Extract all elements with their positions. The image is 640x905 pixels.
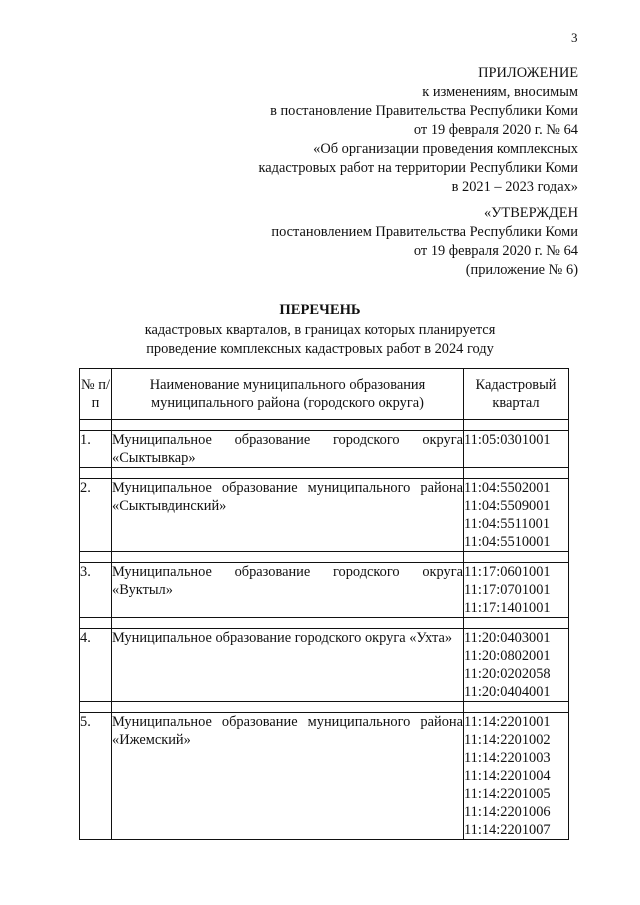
approval-line: постановлением Правительства Республики Коми xyxy=(271,224,578,240)
separator-cell xyxy=(80,420,112,431)
separator-cell xyxy=(80,552,112,563)
municipality-name: Муниципальное образование городского округа «Ухта» xyxy=(112,629,464,702)
cadastral-code: 11:14:2201006 xyxy=(464,804,551,820)
separator-cell xyxy=(112,552,464,563)
cadastral-quarters-table xyxy=(79,368,569,840)
appendix-line: ПРИЛОЖЕНИЕ xyxy=(478,65,578,81)
header-cadastral-quarter: Кадастровый квартал xyxy=(464,369,569,420)
approval-stamp-text xyxy=(271,204,578,280)
subtitle-line: проведение комплексных кадастровых работ в 2024 году xyxy=(146,341,494,357)
appendix-line: от 19 февраля 2020 г. № 64 xyxy=(413,122,578,138)
row-separator xyxy=(80,552,569,563)
cadastral-code: 11:17:1401001 xyxy=(464,600,551,616)
row-separator xyxy=(80,420,569,431)
appendix-line: «Об организации проведения комплексных xyxy=(313,141,578,157)
separator-cell xyxy=(80,618,112,629)
cadastral-code: 11:14:2201003 xyxy=(464,750,551,766)
municipality-name: Муниципальное образование муниципального района «Ижемский» xyxy=(112,713,464,840)
appendix-line: кадастровых работ на территории Республики Коми xyxy=(258,160,578,176)
cadastral-code: 11:14:2201004 xyxy=(464,768,551,784)
table-header-row xyxy=(80,369,569,420)
cadastral-codes xyxy=(464,563,569,618)
document-subtitle xyxy=(0,321,640,359)
municipality-name: Муниципальное образование муниципального района «Сыктывдинский» xyxy=(112,479,464,552)
cadastral-code: 11:17:0701001 xyxy=(464,582,551,598)
row-number: 2. xyxy=(80,479,112,552)
separator-cell xyxy=(112,702,464,713)
appendix-line: в 2021 – 2023 годах» xyxy=(451,179,578,195)
separator-cell xyxy=(464,468,569,479)
separator-cell xyxy=(112,420,464,431)
cadastral-codes xyxy=(464,629,569,702)
appendix-line: в постановление Правительства Республики Коми xyxy=(270,103,578,119)
cadastral-codes xyxy=(464,713,569,840)
separator-cell xyxy=(80,468,112,479)
approval-line: от 19 февраля 2020 г. № 64 xyxy=(413,243,578,259)
approval-line: (приложение № 6) xyxy=(465,262,578,278)
table-body xyxy=(80,420,569,840)
table-row xyxy=(80,629,569,702)
row-separator xyxy=(80,702,569,713)
separator-cell xyxy=(464,420,569,431)
cadastral-code: 11:17:0601001 xyxy=(464,564,551,580)
table-row xyxy=(80,431,569,468)
separator-cell xyxy=(112,618,464,629)
cadastral-code: 11:04:5502001 xyxy=(464,480,551,496)
separator-cell xyxy=(464,618,569,629)
subtitle-line: кадастровых кварталов, в границах которых планируется xyxy=(144,322,496,338)
cadastral-code: 11:04:5511001 xyxy=(464,516,551,532)
cadastral-code: 11:04:5510001 xyxy=(464,534,551,550)
cadastral-code: 11:20:0403001 xyxy=(464,630,551,646)
separator-cell xyxy=(112,468,464,479)
cadastral-code: 11:14:2201002 xyxy=(464,732,551,748)
header-number: № п/п xyxy=(80,369,112,420)
separator-cell xyxy=(464,552,569,563)
row-separator xyxy=(80,468,569,479)
row-separator xyxy=(80,618,569,629)
appendix-header xyxy=(258,64,578,197)
cadastral-codes xyxy=(464,431,569,468)
row-number: 4. xyxy=(80,629,112,702)
separator-cell xyxy=(80,702,112,713)
page-number: 3 xyxy=(571,30,578,45)
table-row xyxy=(80,713,569,840)
cadastral-code: 11:14:2201001 xyxy=(464,714,551,730)
row-number: 3. xyxy=(80,563,112,618)
cadastral-code: 11:14:2201005 xyxy=(464,786,551,802)
cadastral-code: 11:20:0802001 xyxy=(464,648,551,664)
cadastral-codes xyxy=(464,479,569,552)
table-row xyxy=(80,479,569,552)
document-title: ПЕРЕЧЕНЬ xyxy=(279,302,361,318)
header-municipality: Наименование муниципального образования муниципального района (городского округа) xyxy=(112,369,464,420)
table-row xyxy=(80,563,569,618)
cadastral-code: 11:05:0301001 xyxy=(464,432,551,448)
municipality-name: Муниципальное образование городского округа «Сыктывкар» xyxy=(112,432,463,466)
cadastral-code: 11:20:0202058 xyxy=(464,666,551,682)
cadastral-code: 11:20:0404001 xyxy=(464,684,551,700)
appendix-line: к изменениям, вносимым xyxy=(422,84,578,100)
cadastral-code: 11:04:5509001 xyxy=(464,498,551,514)
row-number: 1. xyxy=(80,431,112,468)
approval-line: «УТВЕРЖДЕН xyxy=(484,205,578,221)
row-number: 5. xyxy=(80,713,112,840)
cadastral-code: 11:14:2201007 xyxy=(464,822,551,838)
separator-cell xyxy=(464,702,569,713)
municipality-name: Муниципальное образование городского округа «Вуктыл» xyxy=(112,563,464,618)
